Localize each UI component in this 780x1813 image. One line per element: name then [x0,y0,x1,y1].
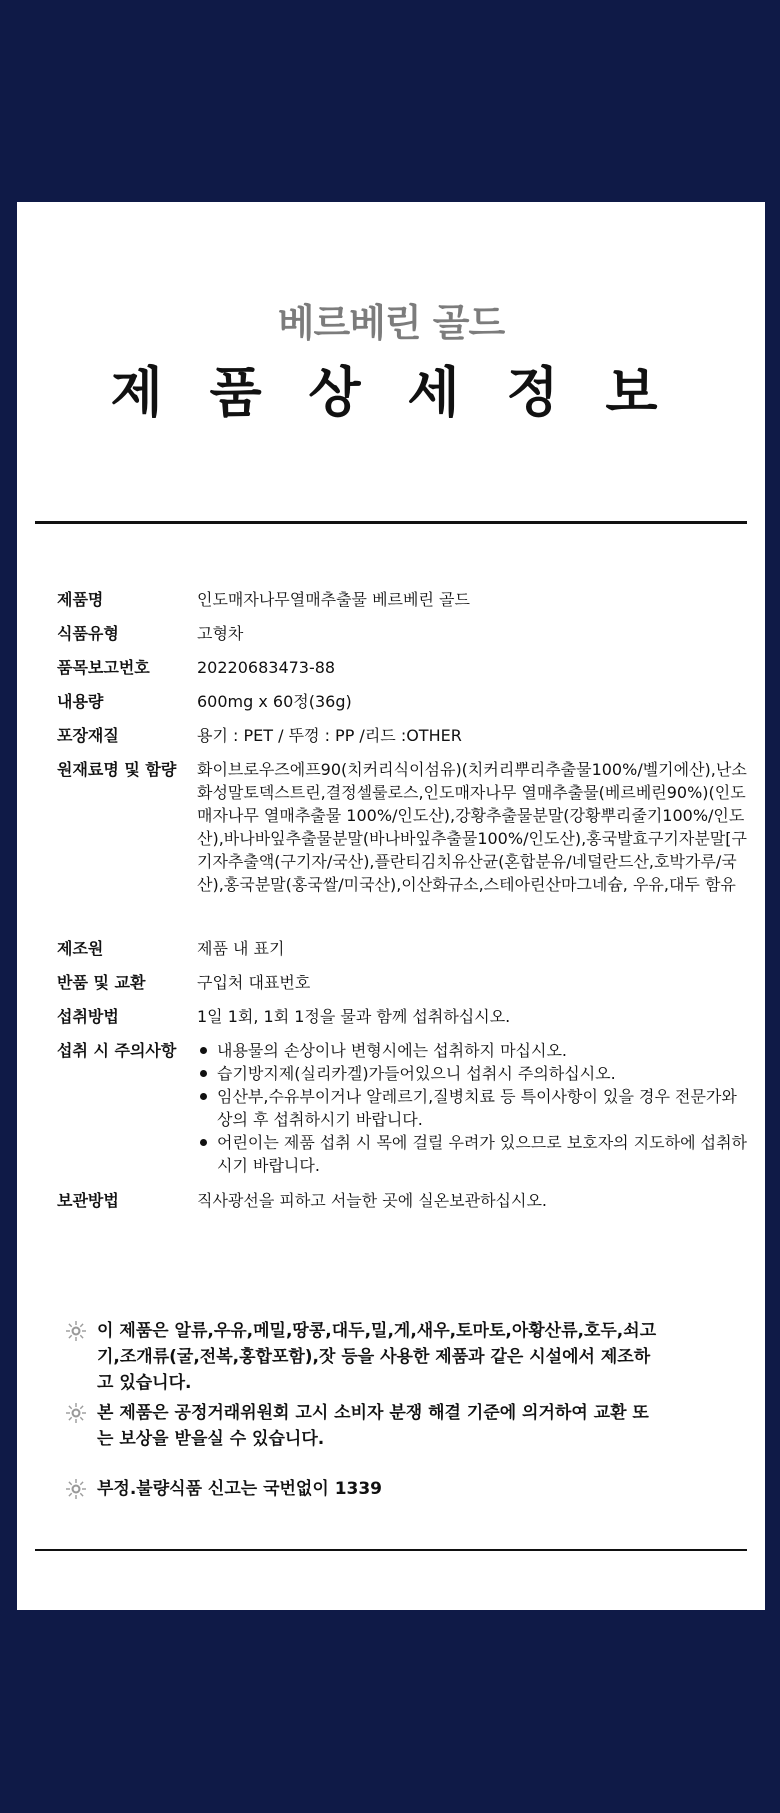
row-value: 화이브로우즈에프90(치커리식이섬유)(치커리뿌리추출물100%/벨기에산),난소화성말토덱스트린,결정셀룰로스,인도매자나무 열매추출물(베르베린90%)(인도매자나무 열매추출물 100%/인도산),강황추출물분말(강황뿌리줄기100%/인도산),바나바잎추출물분말(바나바잎추출물100%/인도산),홍국발효구기자분말[구기자추출액(구기자/국산),플란티김치유산균(혼합분유/네덜란드산,호박가루/국산),홍국분말(홍국쌀/미국산),이산화규소,스테아린산마그네슘, 우유,대두 함유 [197,760,747,894]
row-label: 반품 및 교환 [57,973,146,992]
detail-card [17,202,765,1610]
notice-item [65,1318,665,1396]
notice-text: 부정.불량식품 신고는 국번없이 1339 [97,1479,383,1499]
info-table [57,588,757,611]
caution-list [197,1039,757,1177]
notice-text: 본 제품은 공정거래위원회 고시 소비자 분쟁 해결 기준에 의거하여 교환 또는 보상을 받을실 수 있습니다. [97,1403,649,1449]
row-value: 600mg x 60정(36g) [197,692,352,711]
row-label: 섭취방법 [57,1007,119,1026]
info-table [57,1039,757,1177]
product-subtitle: 베르베린 골드 [277,301,505,345]
row-value: 용기 : PET / 뚜껑 : PP /리드 :OTHER [197,726,462,745]
info-row-product-name [57,588,757,611]
row-value: 1일 1회, 1회 1정을 물과 함께 섭취하십시오. [197,1007,511,1026]
row-value: 제품 내 표기 [197,939,285,958]
row-label: 제조원 [57,939,104,958]
info-row-content-amount [57,690,757,713]
info-table [57,937,757,960]
row-label: 품목보고번호 [57,658,150,677]
info-row-returns [57,971,757,994]
row-label: 섭취 시 주의사항 [57,1041,177,1060]
row-value: 고형차 [197,624,244,643]
info-row-packaging [57,724,757,747]
info-row-cautions [57,1039,757,1177]
notice-item [65,1400,665,1452]
caution-list-wrap [197,1039,757,1177]
caution-item: 임산부,수유부이거나 알레르기,질병치료 등 특이사항이 있을 경우 전문가와 상의 후 섭취하시기 바랍니다. [197,1085,757,1131]
info-table [57,656,757,679]
row-label: 원재료명 및 함량 [57,760,177,779]
bottom-divider [35,1549,747,1551]
info-table [57,758,757,896]
sun-icon [65,1402,87,1424]
row-label: 포장재질 [57,726,119,745]
info-row-report-number [57,656,757,679]
notice-text: 이 제품은 알류,우유,메밀,땅콩,대두,밀,게,새우,토마토,아황산류,호두,쇠고기,조개류(굴,전복,홍합포함),잣 등을 사용한 제품과 같은 시설에서 제조하고 있습니다. [97,1321,657,1393]
info-row-ingredients [57,758,757,896]
row-label: 내용량 [57,692,104,711]
info-row-manufacturer [57,937,757,960]
caution-item: 어린이는 제품 섭취 시 목에 걸릴 우려가 있으므로 보호자의 지도하에 섭취하시기 바랍니다. [197,1131,757,1177]
info-table [57,690,757,713]
top-divider [35,521,747,524]
info-table [57,971,757,994]
info-row-intake [57,1005,757,1028]
row-label: 보관방법 [57,1191,119,1210]
row-label: 식품유형 [57,624,119,643]
info-table [57,622,757,645]
row-value: 인도매자나무열매추출물 베르베린 골드 [197,590,470,609]
row-value: 20220683473-88 [197,658,336,677]
row-value: 구입처 대표번호 [197,973,311,992]
sun-icon [65,1320,87,1342]
notice-item [65,1476,665,1502]
info-row-food-type [57,622,757,645]
caution-item: 습기방지제(실리카겔)가들어있으니 섭취시 주의하십시오. [197,1062,757,1085]
row-label: 제품명 [57,590,104,609]
page-title: 제 품 상 세 정 보 [110,361,672,424]
info-row-storage [57,1189,757,1212]
notice-list [65,1318,665,1502]
sun-icon [65,1478,87,1500]
row-value: 직사광선을 피하고 서늘한 곳에 실온보관하십시오. [197,1191,548,1210]
caution-item: 내용물의 손상이나 변형시에는 섭취하지 마십시오. [197,1039,757,1062]
info-table [57,1005,757,1028]
info-table [57,724,757,747]
info-table [57,1189,757,1212]
